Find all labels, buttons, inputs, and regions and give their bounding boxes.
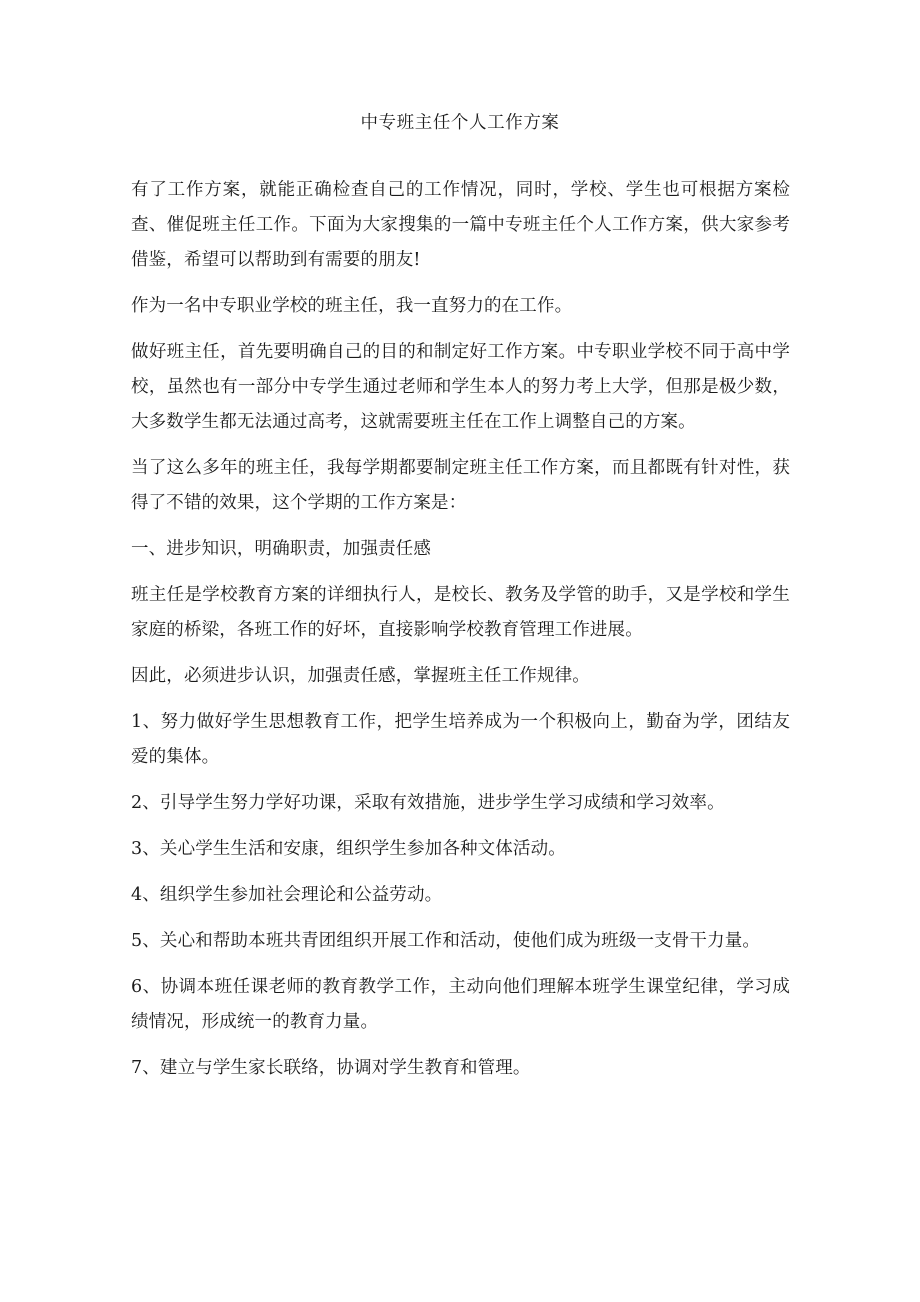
document-body bbox=[0, 141, 791, 1086]
list-item-2: 2、引导学生努力学好功课，采取有效措施，进步学生学习成绩和学习效率。 bbox=[131, 793, 725, 813]
list-item-3: 3、关心学生生活和安康，组织学生参加各种文体活动。 bbox=[131, 839, 566, 859]
list-item-7: 7、建立与学生家长联络，协调对学生教育和管理。 bbox=[131, 1058, 531, 1078]
section-heading-one: 一、进步知识，明确职责，加强责任感 bbox=[131, 539, 432, 559]
paragraph-context-vocational: 做好班主任，首先要明确自己的目的和制定好工作方案。中专职业学校不同于高中学校，虽然也有一部分中专学生通过老师和学生本人的努力考上大学，但那是极少数，大多数学生都无法通过高考，这就需要班主任在工作上调整自己的方案。 bbox=[131, 342, 790, 432]
list-item-1: 1、努力做好学生思想教育工作，把学生培养成为一个积极向上，勤奋为学，团结友爱的集体。 bbox=[131, 712, 790, 767]
paragraph-intro: 有了工作方案，就能正确检查自己的工作情况，同时，学校、学生也可根据方案检查、催促班主任工作。下面为大家搜集的一篇中专班主任个人工作方案，供大家参考借鉴，希望可以帮助到有需要的朋友! bbox=[131, 180, 790, 270]
paragraph-experience-intro: 当了这么多年的班主任，我每学期都要制定班主任工作方案，而且都既有针对性，获得了不错的效果，这个学期的工作方案是： bbox=[131, 458, 790, 513]
paragraph-section-one-body-2: 因此，必须进步认识，加强责任感，掌握班主任工作规律。 bbox=[131, 666, 590, 686]
list-item-4: 4、组织学生参加社会理论和公益劳动。 bbox=[131, 885, 443, 905]
paragraph-statement-role: 作为一名中专职业学校的班主任，我一直努力的在工作。 bbox=[131, 296, 573, 316]
list-item-6: 6、协调本班任课老师的教育教学工作，主动向他们理解本班学生课堂纪律，学习成绩情况，形成统一的教育力量。 bbox=[131, 977, 790, 1032]
list-item-5: 5、关心和帮助本班共青团组织开展工作和活动，使他们成为班级一支骨干力量。 bbox=[131, 931, 761, 951]
page-title: 中专班主任个人工作方案 bbox=[360, 113, 560, 133]
paragraph-section-one-body-1: 班主任是学校教育方案的详细执行人，是校长、教务及学管的助手，又是学校和学生家庭的桥梁，各班工作的好坏，直接影响学校教育管理工作进展。 bbox=[131, 585, 790, 640]
